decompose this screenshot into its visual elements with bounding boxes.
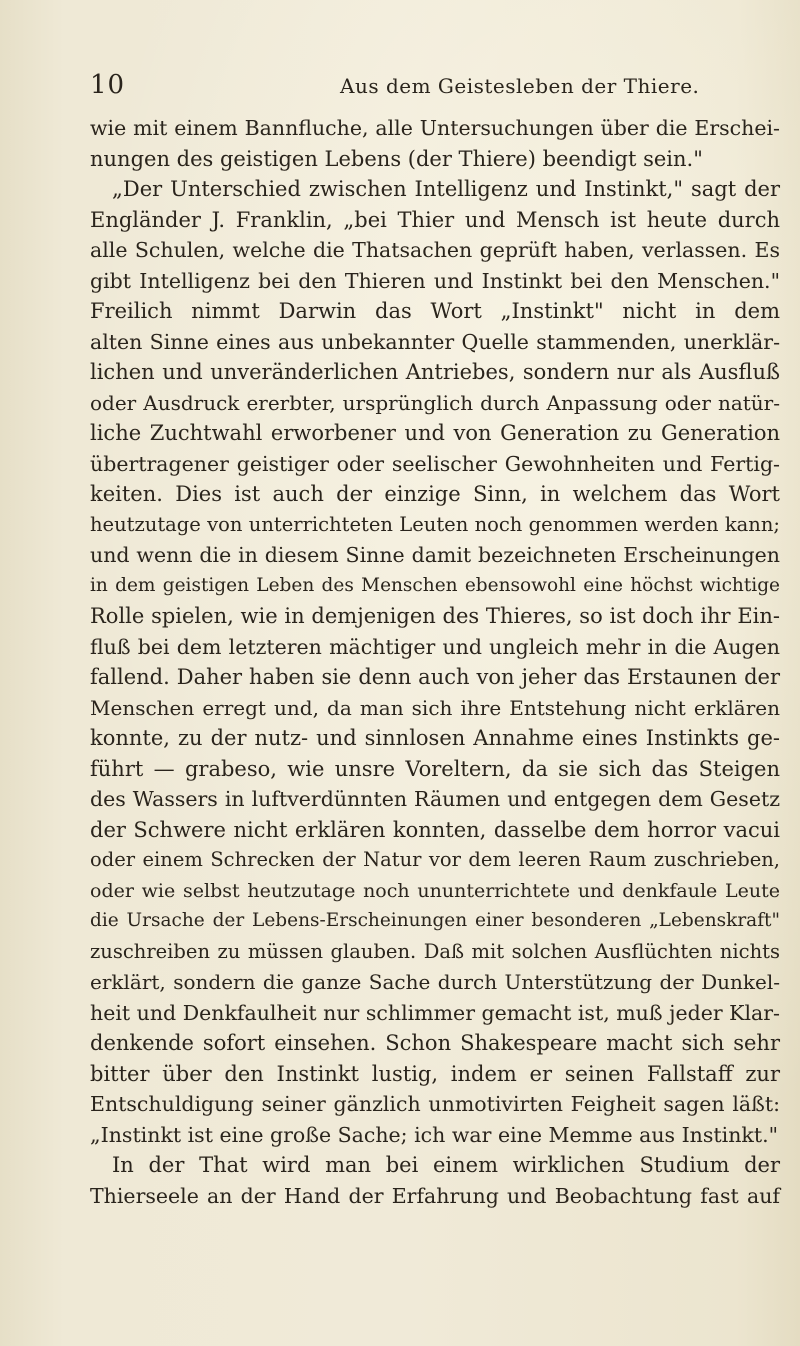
text-line: erklärt, sondern die ganze Sache durch Unterstützung der Dunkel- — [90, 970, 780, 994]
text-line: in dem geistigen Leben des Menschen ebensowohl eine höchst wichtige — [90, 574, 780, 596]
text-line: führt — grabeso, wie unsre Voreltern, da sie sich das Steigen — [90, 756, 780, 781]
text-line: lichen und unveränderlichen Antriebes, sondern nur als Ausfluß — [90, 360, 780, 384]
text-line: gibt Intelligenz bei den Thieren und Instinkt bei den Menschen." — [90, 268, 780, 293]
text-line: Entschuldigung seiner gänzlich unmotivirten Feigheit sagen läßt: — [90, 1092, 780, 1116]
text-line: In der That wird man bei einem wirklichen Studium der — [112, 1153, 780, 1177]
text-line: „Instinkt ist eine große Sache; ich war eine Memme aus Instinkt." — [90, 1122, 779, 1147]
text-line: übertragener geistiger oder seelischer Gewohnheiten und Fertig- — [90, 451, 780, 476]
text-line: zuschreiben zu müssen glauben. Daß mit solchen Ausflüchten nichts — [90, 939, 780, 963]
text-line: Menschen erregt und, da man sich ihre Entstehung nicht erklären — [90, 695, 780, 720]
text-line: „Der Unterschied zwischen Intelligenz und Instinkt," sagt der — [112, 177, 780, 201]
running-head: Aus dem Geistesleben der Thiere. — [340, 74, 700, 98]
text-line: und wenn die in diesem Sinne damit bezeichneten Erscheinungen — [90, 543, 780, 567]
text-line: heutzutage von unterrichteten Leuten noch genommen werden kann; — [90, 512, 780, 536]
body-text — [90, 113, 780, 1211]
text-line: liche Zuchtwahl erworbener und von Generation zu Generation — [90, 421, 780, 445]
text-line: oder Ausdruck ererbter, ursprünglich durch Anpassung oder natür- — [90, 390, 780, 415]
text-line: alle Schulen, welche die Thatsachen geprüft haben, verlassen. Es — [90, 238, 780, 262]
page-number: 10 — [90, 70, 126, 100]
text-line: heit und Denkfaulheit nur schlimmer gemacht ist, muß jeder Klar- — [90, 1000, 780, 1025]
text-line: Thierseele an der Hand der Erfahrung und Beobachtung fast auf — [90, 1183, 780, 1208]
text-line: konnte, zu der nutz- und sinnlosen Annahme eines Instinkts ge- — [90, 726, 780, 750]
text-line: Freilich nimmt Darwin das Wort „Instinkt" nicht in dem — [90, 299, 780, 323]
text-line: denkende sofort einsehen. Schon Shakespeare macht sich sehr — [90, 1031, 780, 1055]
text-line: fluß bei dem letzteren mächtiger und ungleich mehr in die Augen — [90, 634, 780, 659]
text-line: des Wassers in luftverdünnten Räumen und entgegen dem Gesetz — [90, 787, 780, 811]
text-line: oder wie selbst heutzutage noch ununterrichtete und denkfaule Leute — [90, 879, 780, 902]
text-line: Engländer J. Franklin, „bei Thier und Mensch ist heute durch — [90, 207, 780, 232]
text-line: alten Sinne eines aus unbekannter Quelle stammenden, unerklär- — [90, 329, 780, 354]
page-header — [90, 70, 760, 100]
text-line: keiten. Dies ist auch der einzige Sinn, in welchem das Wort — [90, 482, 780, 506]
text-line: nungen des geistigen Lebens (der Thiere) beendigt sein." — [90, 146, 703, 171]
text-line: fallend. Daher haben sie denn auch von jeher das Erstaunen der — [90, 665, 780, 689]
text-line: die Ursache der Lebens-Erscheinungen einer besonderen „Lebenskraft" — [90, 910, 780, 931]
text-line: oder einem Schrecken der Natur vor dem leeren Raum zuschrieben, — [90, 848, 780, 871]
text-line: der Schwere nicht erklären konnten, dasselbe dem horror vacui — [90, 817, 780, 842]
text-line: Rolle spielen, wie in demjenigen des Thieres, so ist doch ihr Ein- — [90, 604, 780, 628]
text-line: wie mit einem Bannfluche, alle Untersuchungen über die Erschei- — [90, 116, 780, 140]
text-line: bitter über den Instinkt lustig, indem er seinen Fallstaff zur — [90, 1061, 780, 1086]
